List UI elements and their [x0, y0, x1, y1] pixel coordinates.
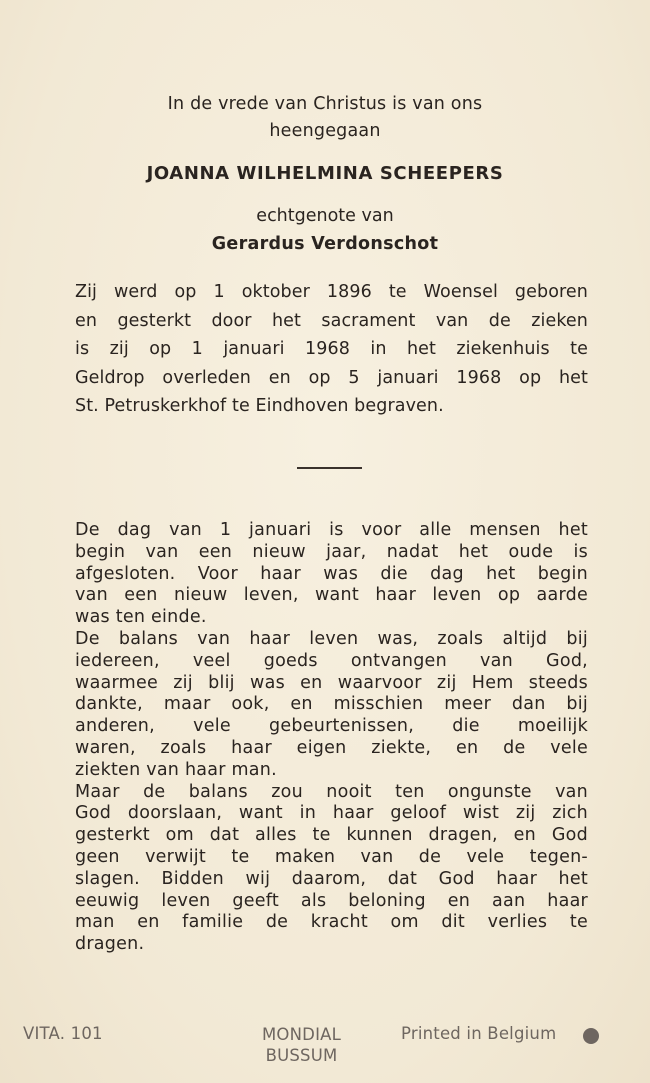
text-line: was ten einde. [75, 607, 207, 628]
text-line: waren, zoals haar eigen ziekte, en de vele [75, 737, 588, 758]
text-line: Maar de balans zou nooit ten ongunste van [75, 781, 588, 802]
text-line: van een nieuw leven, want haar leven op aarde [75, 585, 588, 606]
divider [297, 467, 362, 469]
bio-line: Zij werd op 1 oktober 1896 te Woensel geboren [75, 282, 588, 302]
text-line: begin van een nieuw jaar, nadat het oude is [75, 541, 588, 562]
bio-line: is zij op 1 januari 1968 in het ziekenhuis te [75, 339, 588, 359]
text-line: slagen. Bidden wij daarom, dat God haar het [75, 868, 588, 889]
text-line: waarmee zij blij was en waarvoor zij Hem steeds [75, 672, 588, 693]
text-line: iedereen, veel goeds ontvangen van God, [75, 650, 588, 671]
intro-line-2: heengegaan [269, 121, 381, 141]
printer-logo-icon [583, 1028, 599, 1044]
publisher-line-1: MONDIAL [262, 1025, 342, 1044]
bio-line: St. Petruskerkhof te Eindhoven begraven. [75, 396, 444, 416]
bio-line: Geldrop overleden en op 5 januari 1968 op het [75, 367, 588, 388]
text-line: gesterkt om dat alles te kunnen dragen, en God [75, 825, 588, 846]
publisher [262, 1024, 341, 1066]
text-line: man en familie de kracht om dit verlies te [75, 912, 588, 933]
spouse-label: echtgenote van [256, 206, 394, 226]
reflection-text [75, 520, 588, 956]
intro-text [0, 91, 650, 145]
intro-line-1: In de vrede van Christus is van ons [167, 94, 483, 114]
text-line: dankte, maar ook, en misschien meer dan bij [75, 694, 588, 715]
text-line: afgesloten. Voor haar was die dag het begin [75, 563, 588, 584]
spouse-name: Gerardus Verdonschot [211, 234, 439, 254]
bio-line: en gesterkt door het sacrament van de zieken [75, 310, 588, 331]
printed-note: Printed in Belgium [401, 1024, 557, 1043]
text-line: anderen, vele gebeurtenissen, die moeilijk [75, 716, 588, 737]
publisher-line-2: BUSSUM [265, 1046, 338, 1065]
text-line: De balans van haar leven was, zoals altijd bij [75, 628, 588, 649]
card-code: VITA. 101 [23, 1024, 103, 1043]
text-line: ziekten van haar man. [75, 759, 277, 780]
text-line: dragen. [75, 934, 145, 955]
text-line: eeuwig leven geeft als beloning en aan haar [75, 890, 588, 911]
deceased-name: JOANNA WILHELMINA SCHEEPERS [146, 163, 504, 184]
text-line: God doorslaan, want in haar geloof wist zij zich [75, 803, 588, 824]
text-line: De dag van 1 januari is voor alle mensen het [75, 520, 588, 540]
text-line: geen verwijt te maken van de vele tegen- [75, 846, 588, 867]
biography [75, 278, 588, 421]
